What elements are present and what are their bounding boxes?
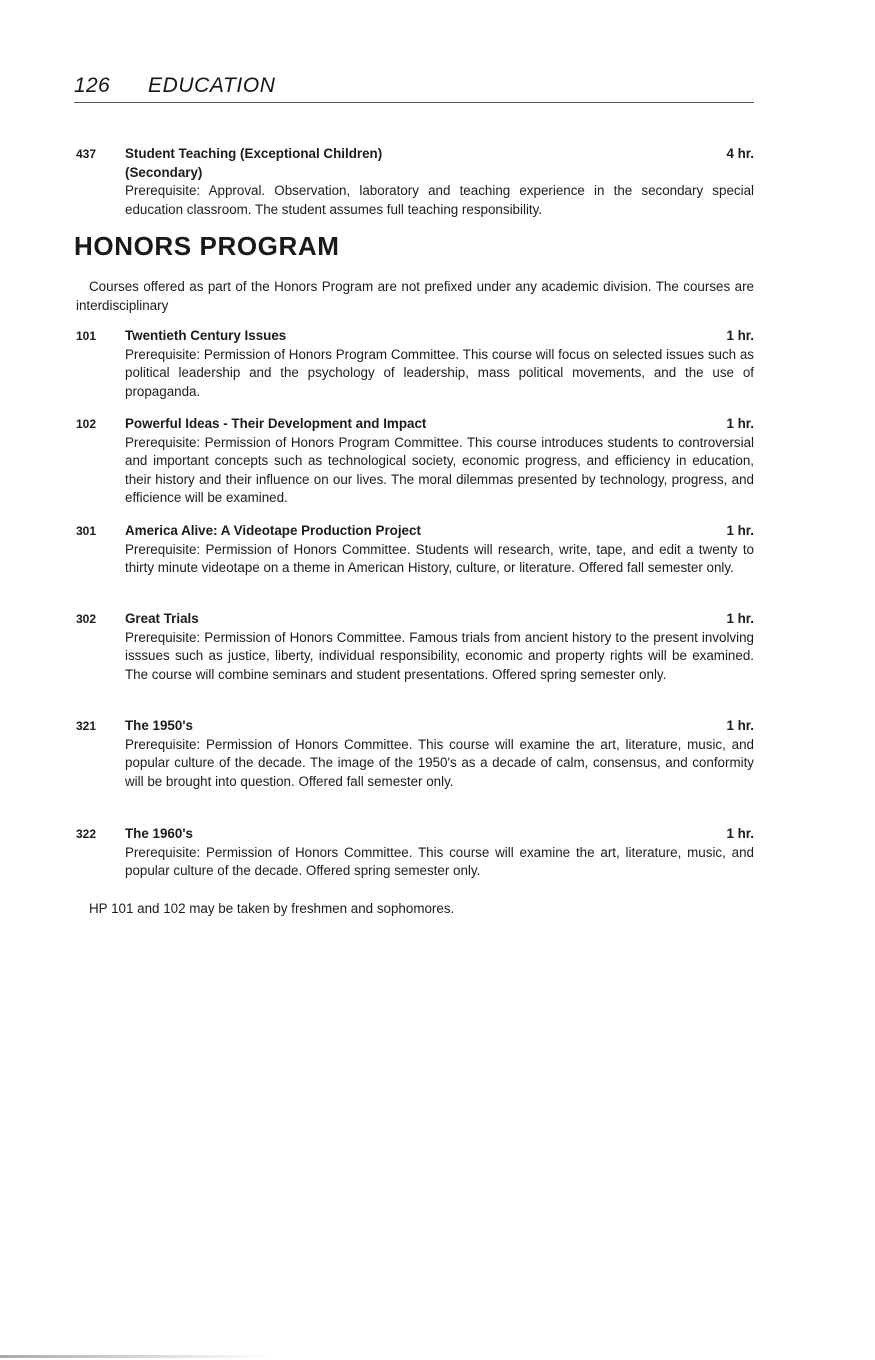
course-title: The 1960's [125,826,193,841]
scan-edge-line [0,1355,270,1358]
course-hours: 1 hr. [726,328,754,343]
course-hours: 4 hr. [726,146,754,161]
course-number: 322 [76,827,97,841]
course-number: 301 [76,524,97,538]
program-intro: Courses offered as part of the Honors Program are not prefixed under any academic division. The courses are interdisciplinary [76,279,754,313]
course-description: Prerequisite: Approval. Observation, laboratory and teaching experience in the secondary special education classroom. The student assumes full teaching responsibility. [125,183,754,217]
running-head: EDUCATION [148,74,276,97]
course-number: 437 [76,147,97,161]
course-title: America Alive: A Videotape Production Project [125,523,421,538]
course-entry-437 [76,145,754,215]
course-hours: 1 hr. [726,611,754,626]
course-hours: 1 hr. [726,826,754,841]
course-title: Student Teaching (Exceptional Children) [125,146,383,161]
course-title: Powerful Ideas - Their Development and Impact [125,416,427,431]
course-description: Prerequisite: Permission of Honors Committee. Famous trials from ancient history to the present involving isssues such as justice, liberty, individual responsibility, economic and property rights will be examined. The course will combine seminars and student presentations. Offered spring semester only. [125,629,754,682]
course-description: Prerequisite: Permission of Honors Committee. Students will research, write, tape, and edit a twenty to thirty minute videotape on a theme in American History, culture, or literature. Offered fall semester only. [125,541,754,576]
course-title: The 1950's [125,718,193,733]
honors-footnote: HP 101 and 102 may be taken by freshmen and sophomores. [89,901,455,916]
course-subtitle: (Secondary) [125,164,203,180]
course-number: 302 [76,612,97,626]
page-header [74,74,754,104]
course-description: Prerequisite: Permission of Honors Program Committee. This course introduces students to controversial and important concepts such as technological society, economic progress, and efficiency in education, their history and their influence on our lives. The moral dilemmas presented by technology, progress, and efficience will be examined. [125,434,754,506]
page-number: 126 [74,74,110,97]
course-hours: 1 hr. [726,416,754,431]
course-number: 101 [76,329,97,343]
header-rule [74,102,754,103]
course-description: Prerequisite: Permission of Honors Committee. This course will examine the art, literature, music, and popular culture of the decade. The image of the 1950's as a decade of calm, consensus, and conformity will be brought into question. Offered fall semester only. [125,736,754,789]
course-number: 102 [76,417,97,431]
course-title: Twentieth Century Issues [125,328,287,343]
course-hours: 1 hr. [726,523,754,538]
course-title: Great Trials [125,611,199,626]
course-description: Prerequisite: Permission of Honors Program Committee. This course will focus on selected issues such as political leadership and the psychology of leadership, mass political movements, and the use of propaganda. [125,346,754,399]
program-title: HONORS PROGRAM [74,231,340,261]
course-number: 321 [76,719,97,733]
course-hours: 1 hr. [726,718,754,733]
course-description: Prerequisite: Permission of Honors Committee. This course will examine the art, literature, music, and popular culture of the decade. Offered spring semester only. [125,844,754,879]
